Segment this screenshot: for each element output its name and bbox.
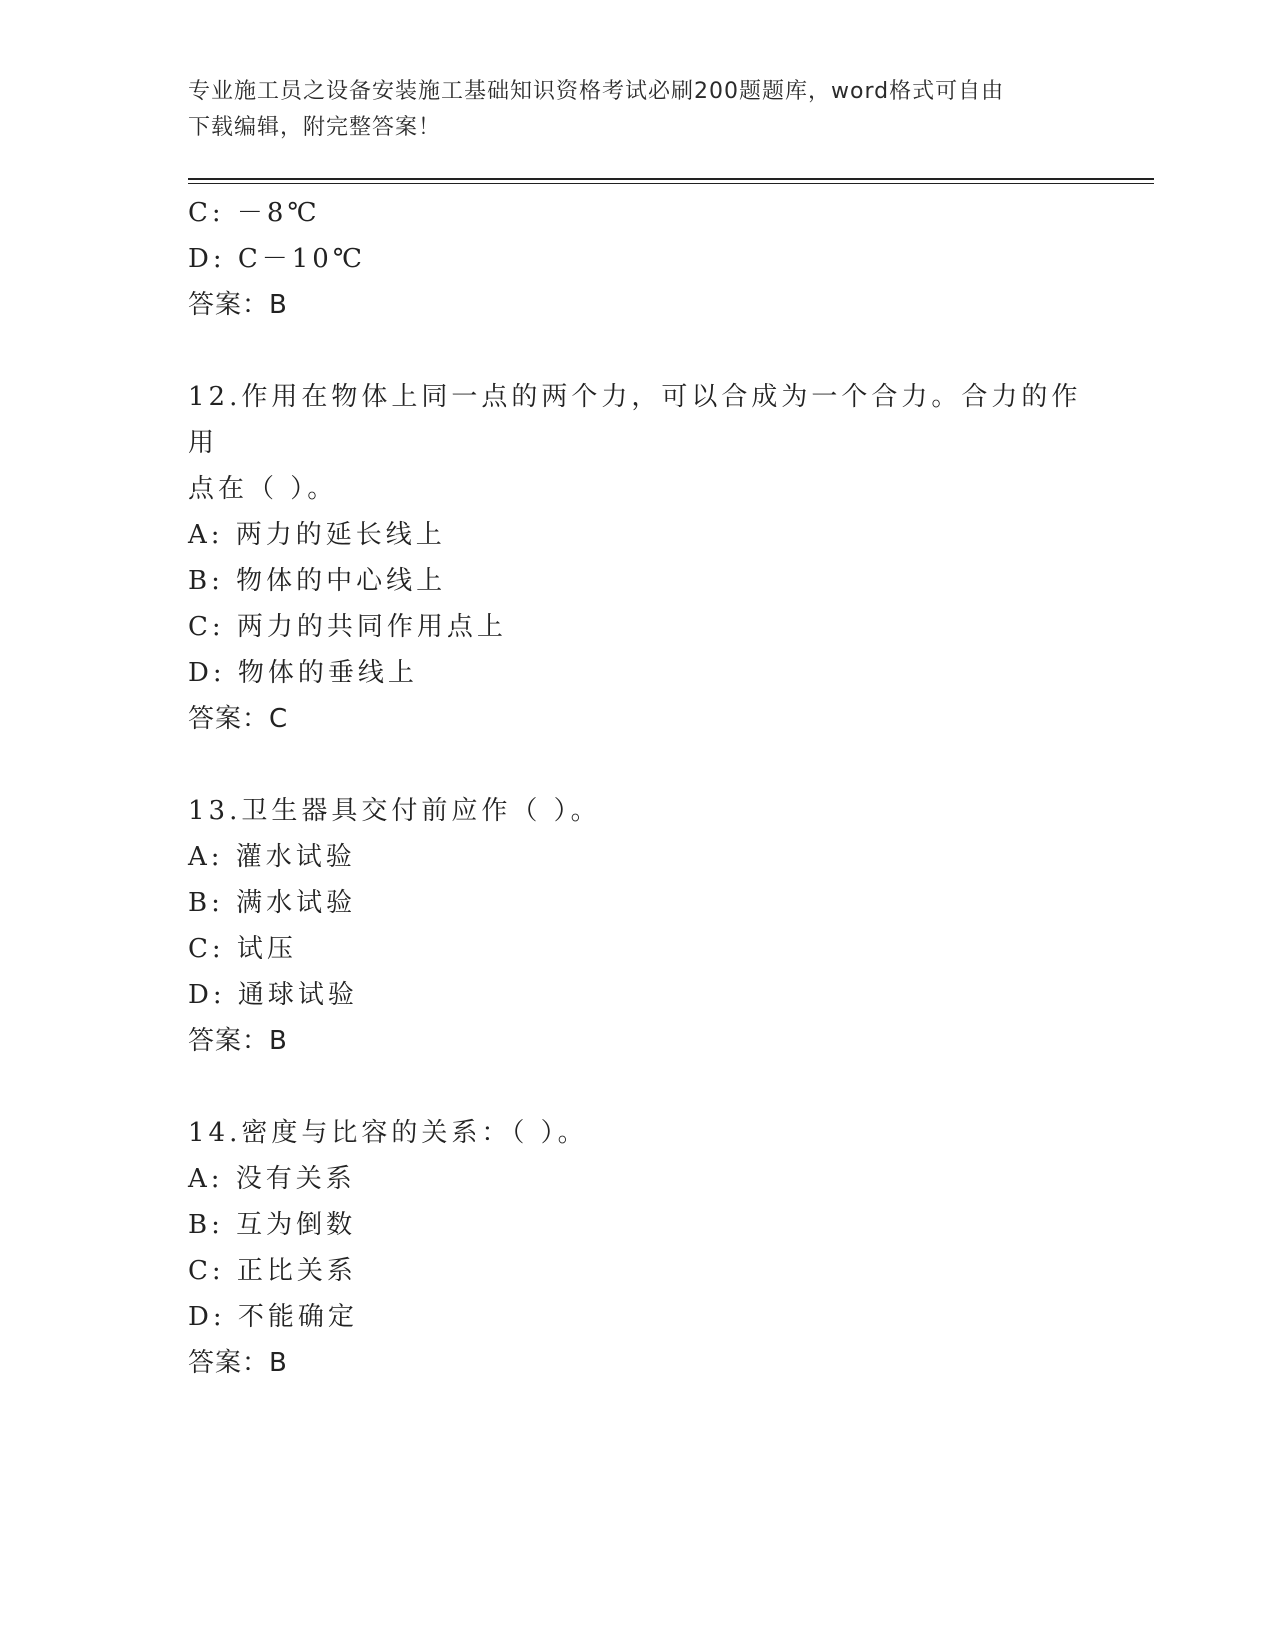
- answer-line: 答案：B: [188, 290, 288, 320]
- header-divider-thick: [188, 178, 1154, 180]
- option-b: B: 满水试验: [188, 888, 357, 918]
- previous-question-tail: [188, 190, 1088, 328]
- answer-line: 答案：B: [188, 1026, 288, 1056]
- document-header: [188, 74, 1088, 146]
- option-a: A: 灌水试验: [188, 842, 356, 872]
- option-d: D: 不能确定: [188, 1302, 358, 1332]
- header-divider-thin: [188, 183, 1154, 184]
- question-stem-line-1: 14.密度与比容的关系：（ ）。: [188, 1118, 588, 1148]
- option-a: A: 两力的延长线上: [188, 520, 446, 550]
- question-stem-line-2: 点在（ ）。: [188, 474, 338, 504]
- option-c: C: 正比关系: [188, 1256, 357, 1286]
- option-d: D: 通球试验: [188, 980, 358, 1010]
- option-b: B: 互为倒数: [188, 1210, 357, 1240]
- option-d: D: C－10℃: [188, 244, 366, 274]
- option-a: A: 没有关系: [188, 1164, 356, 1194]
- question-14: [188, 1110, 1088, 1386]
- question-stem-line-1: 12.作用在物体上同一点的两个力，可以合成为一个合力。合力的作用: [188, 382, 1082, 458]
- answer-line: 答案：B: [188, 1348, 288, 1378]
- option-d: D: 物体的垂线上: [188, 658, 418, 688]
- question-stem-line-1: 13.卫生器具交付前应作（ ）。: [188, 796, 601, 826]
- option-c: C: 两力的共同作用点上: [188, 612, 507, 642]
- header-title-line-2: 下载编辑，附完整答案！: [188, 115, 442, 140]
- option-b: B: 物体的中心线上: [188, 566, 447, 596]
- answer-line: 答案：C: [188, 704, 289, 734]
- question-13: [188, 788, 1088, 1064]
- header-title-line-1: 专业施工员之设备安装施工基础知识资格考试必刷200题题库，word格式可自由: [188, 79, 1005, 104]
- question-list: [188, 190, 1088, 1386]
- option-c: C: －8℃: [188, 198, 321, 228]
- question-12: [188, 374, 1088, 742]
- option-c: C: 试压: [188, 934, 297, 964]
